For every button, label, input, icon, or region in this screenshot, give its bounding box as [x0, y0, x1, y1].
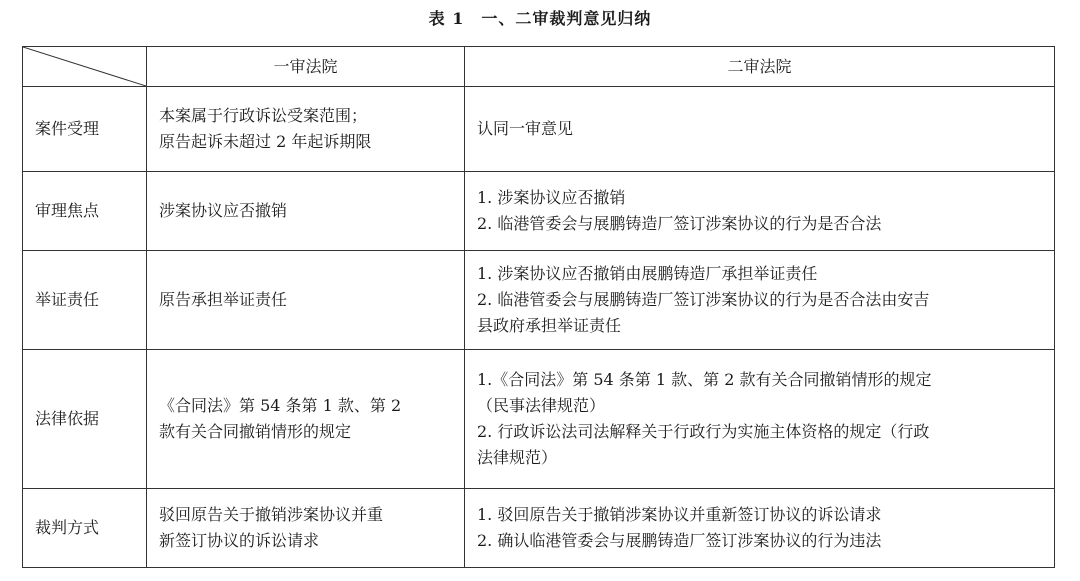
- second-instance-cell: [465, 87, 1055, 172]
- table-row: [23, 172, 1055, 251]
- second-instance-cell: [465, 489, 1055, 568]
- cell-line: 新签订协议的诉讼请求: [159, 531, 320, 550]
- row-label: 法律依据: [23, 350, 147, 489]
- first-instance-cell: [147, 489, 465, 568]
- first-instance-cell: [147, 251, 465, 350]
- header-first-instance: 一审法院: [147, 47, 465, 87]
- judgment-summary-table: [22, 46, 1055, 568]
- first-instance-cell: [147, 172, 465, 251]
- cell-line: 县政府承担举证责任: [477, 316, 622, 335]
- cell-line: 2. 临港管委会与展鹏铸造厂签订涉案协议的行为是否合法: [477, 214, 882, 233]
- first-instance-cell: [147, 87, 465, 172]
- cell-line: 2. 临港管委会与展鹏铸造厂签订涉案协议的行为是否合法由安吉: [477, 290, 930, 309]
- table-row: [23, 87, 1055, 172]
- second-instance-cell: [465, 251, 1055, 350]
- table-row: [23, 350, 1055, 489]
- cell-line: 2. 行政诉讼法司法解释关于行政行为实施主体资格的规定（行政: [477, 422, 930, 441]
- first-instance-cell: [147, 350, 465, 489]
- cell-line: 驳回原告关于撤销涉案协议并重: [159, 505, 384, 524]
- second-instance-cell: [465, 172, 1055, 251]
- cell-line: 法律规范）: [477, 448, 558, 467]
- row-label: 裁判方式: [23, 489, 147, 568]
- cell-line: 《合同法》第 54 条第 1 款、第 2: [159, 396, 402, 415]
- cell-line: 1.《合同法》第 54 条第 1 款、第 2 款有关合同撤销情形的规定: [477, 370, 932, 389]
- header-second-instance: 二审法院: [465, 47, 1055, 87]
- diagonal-line: [23, 47, 146, 86]
- cell-line: 原告承担举证责任: [159, 290, 288, 309]
- table-caption: 表 1 一、二审裁判意见归纳: [428, 9, 652, 28]
- header-row: [23, 47, 1055, 87]
- cell-line: 2. 确认临港管委会与展鹏铸造厂签订涉案协议的行为违法: [477, 531, 882, 550]
- row-label: 审理焦点: [23, 172, 147, 251]
- cell-line: 1. 驳回原告关于撤销涉案协议并重新签订协议的诉讼请求: [477, 505, 882, 524]
- row-label: 举证责任: [23, 251, 147, 350]
- row-label: 案件受理: [23, 87, 147, 172]
- cell-line: 认同一审意见: [477, 119, 574, 138]
- cell-line: 本案属于行政诉讼受案范围；: [159, 106, 368, 125]
- cell-line: 涉案协议应否撤销: [159, 201, 288, 220]
- cell-line: （民事法律规范）: [477, 396, 606, 415]
- diagonal-corner-cell: [23, 47, 147, 87]
- cell-line: 原告起诉未超过 2 年起诉期限: [159, 132, 372, 151]
- cell-line: 款有关合同撤销情形的规定: [159, 422, 352, 441]
- cell-line: 1. 涉案协议应否撤销由展鹏铸造厂承担举证责任: [477, 264, 818, 283]
- cell-line: 1. 涉案协议应否撤销: [477, 188, 626, 207]
- second-instance-cell: [465, 350, 1055, 489]
- table-row: [23, 489, 1055, 568]
- table-row: [23, 251, 1055, 350]
